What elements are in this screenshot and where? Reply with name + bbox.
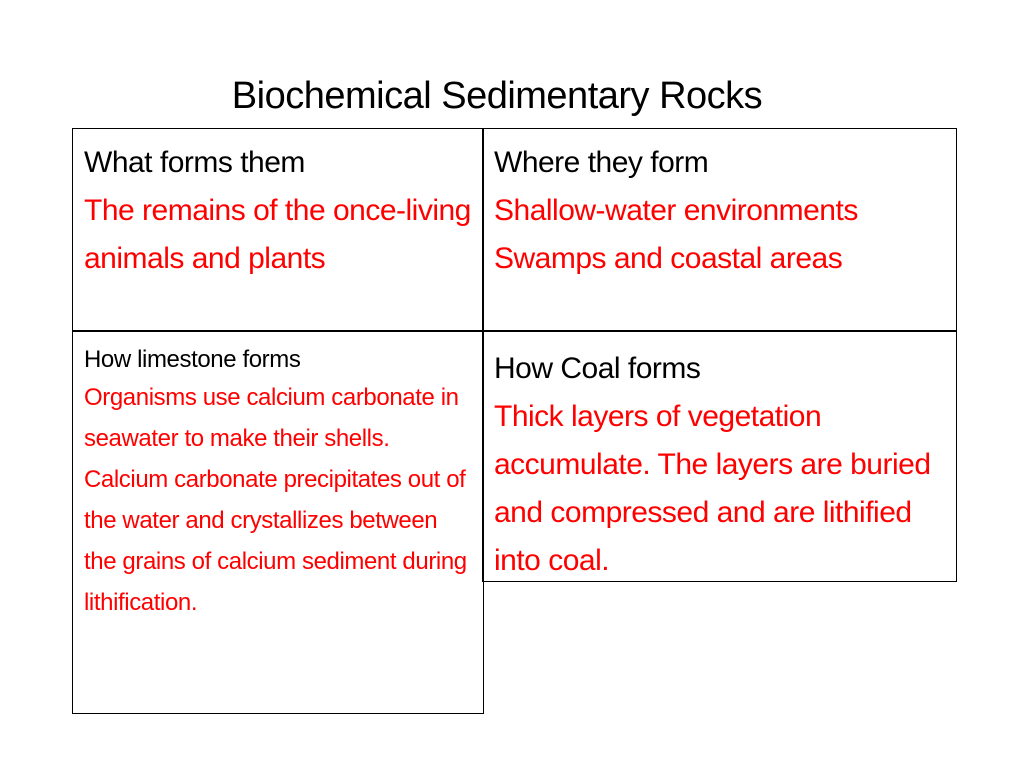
slide-title: Biochemical Sedimentary Rocks — [231, 75, 763, 117]
cell-body: Shallow-water environments Swamps and coastal areas — [494, 194, 858, 275]
table-cell-what-forms-them — [72, 128, 484, 332]
cell-heading: How limestone forms — [84, 346, 301, 373]
cell-body: The remains of the once-living animals and plants — [84, 194, 471, 275]
table-cell-where-they-form — [482, 128, 957, 332]
cell-body: Thick layers of vegetation accumulate. The layers are buried and compressed and are lithified into coal. — [494, 400, 931, 577]
cell-heading: What forms them — [84, 146, 305, 179]
table-cell-how-coal-forms — [482, 330, 957, 582]
table-cell-how-limestone-forms — [72, 330, 484, 714]
cell-heading: Where they form — [494, 146, 709, 179]
cell-body: Organisms use calcium carbonate in seawater to make their shells. Calcium carbonate precipitates out of the water and crystallizes between the grains of calcium sediment during lithification. — [84, 384, 467, 616]
cell-heading: How Coal forms — [494, 352, 701, 385]
